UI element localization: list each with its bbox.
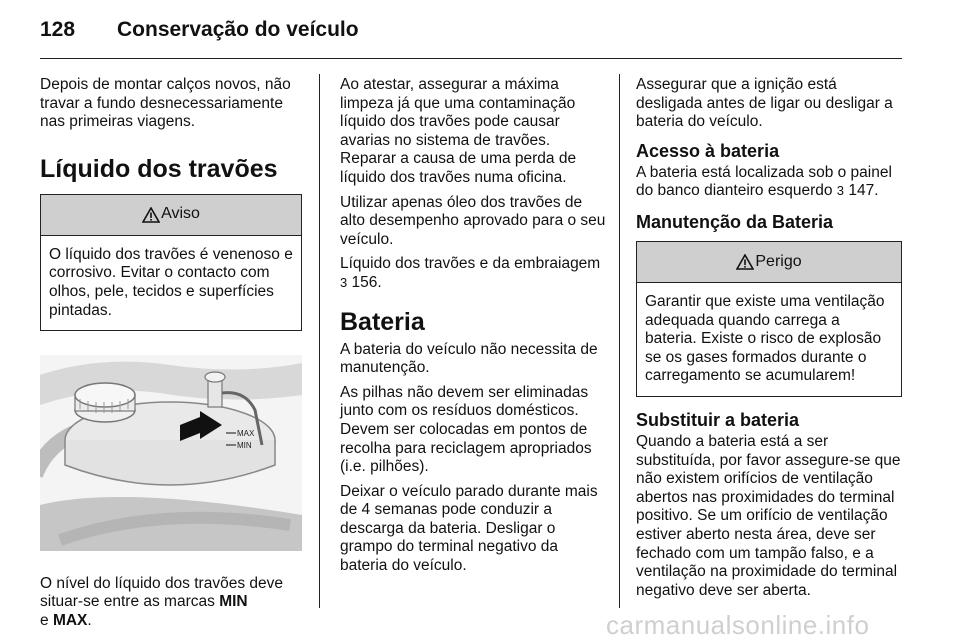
paragraph-approved-fluid: Utilizar apenas óleo dos travões de alto desempenho aprovado para o seu veículo. xyxy=(340,193,606,248)
fluid-reference-text: Líquido dos travões e da embraiagem xyxy=(340,255,601,273)
level-and: e xyxy=(40,611,53,629)
column-3 xyxy=(636,76,902,606)
section-heading-brake-fluid: Líquido dos travões xyxy=(40,154,278,183)
watermark: carmanualsonline.info xyxy=(606,610,870,640)
warning-title: Aviso xyxy=(161,205,200,223)
subheading-battery-access: Acesso à bateria xyxy=(636,140,780,161)
max-mark-label: MAX xyxy=(237,429,255,439)
warning-box-header xyxy=(41,195,301,236)
warning-box xyxy=(40,194,302,331)
page-title: Conservação do veículo xyxy=(117,18,359,41)
page-number: 128 xyxy=(40,18,76,41)
paragraph-cleanliness: Ao atestar, assegurar a máxima limpeza já que uma contaminação líquido dos travões pode causar avarias no sistema de travões. Reparar a causa de uma perda de líquido dos travões numa oficina. xyxy=(340,76,577,186)
danger-box xyxy=(636,241,902,397)
level-max: MAX xyxy=(52,611,88,629)
page-reference-link[interactable]: 147. xyxy=(848,182,879,200)
battery-location-text: A bateria está localizada sob o painel do banco dianteiro esquerdo xyxy=(636,163,892,200)
page-reference-arrow-icon: 3 xyxy=(836,183,845,199)
min-mark-label: MIN xyxy=(237,441,252,451)
level-end: . xyxy=(87,611,92,629)
level-paragraph xyxy=(40,575,302,631)
level-text: O nível do líquido dos travões deve situar-se entre as marcas xyxy=(40,574,283,611)
column-divider-2 xyxy=(619,74,620,608)
warning-triangle-icon xyxy=(736,254,754,270)
header-divider xyxy=(40,58,902,59)
warning-text: O líquido dos travões é venenoso e corrosivo. Evitar o contacto com olhos, pele, tecidos e superfícies pintadas. xyxy=(49,245,293,319)
paragraph-ignition: Assegurar que a ignição está desligada antes de ligar ou desligar a bateria do veículo. xyxy=(636,76,893,131)
danger-box-header xyxy=(637,242,901,283)
page-reference-arrow-icon: 3 xyxy=(340,274,348,290)
subheading-battery-maintenance: Manutenção da Bateria xyxy=(636,211,834,232)
section-heading-battery: Bateria xyxy=(340,307,425,336)
warning-triangle-icon xyxy=(142,207,160,223)
brake-fluid-reservoir-illustration xyxy=(40,355,302,551)
paragraph-maintenance-free: A bateria do veículo não necessita de manutenção. xyxy=(340,340,598,377)
level-min: MIN xyxy=(219,593,248,611)
intro-paragraph: Depois de montar calços novos, não travar a fundo desnecessariamente nas primeiras viagens. xyxy=(40,76,291,131)
column-2 xyxy=(340,76,606,582)
paragraph-disposal: As pilhas não devem ser eliminadas junto com os resíduos domésticos. Devem ser colocadas em pontos de recolha para reciclagem apropriados (i.e. pilhões). xyxy=(340,383,592,476)
subheading-replace-battery: Substituir a bateria xyxy=(636,409,800,430)
page-reference-link[interactable]: 156. xyxy=(351,273,382,291)
column-1 xyxy=(40,76,302,637)
paragraph-battery-location xyxy=(636,164,902,201)
danger-title: Perigo xyxy=(755,252,802,270)
danger-text: Garantir que existe uma ventilação adequada quando carrega a bateria. Existe o risco de explosão se os gases formados durante o carregamento se acumularem! xyxy=(645,292,885,385)
column-divider-1 xyxy=(319,74,320,608)
paragraph-discharge: Deixar o veículo parado durante mais de 4 semanas pode conduzir a descarga da bateria. Desligar o grampo do terminal negativo da bateria do veículo. xyxy=(340,482,598,575)
paragraph-fluid-reference xyxy=(340,255,606,292)
paragraph-replacement: Quando a bateria está a ser substituída, por favor assegure-se que não existem orifícios de ventilação abertos nas proximidades do terminal positivo. Se um orifício de ventilação estiver aberto nesta área, deve ser fechado com um tampão falso, e a ventilação na proximidade do terminal negativo deve ser aberta. xyxy=(636,432,901,599)
